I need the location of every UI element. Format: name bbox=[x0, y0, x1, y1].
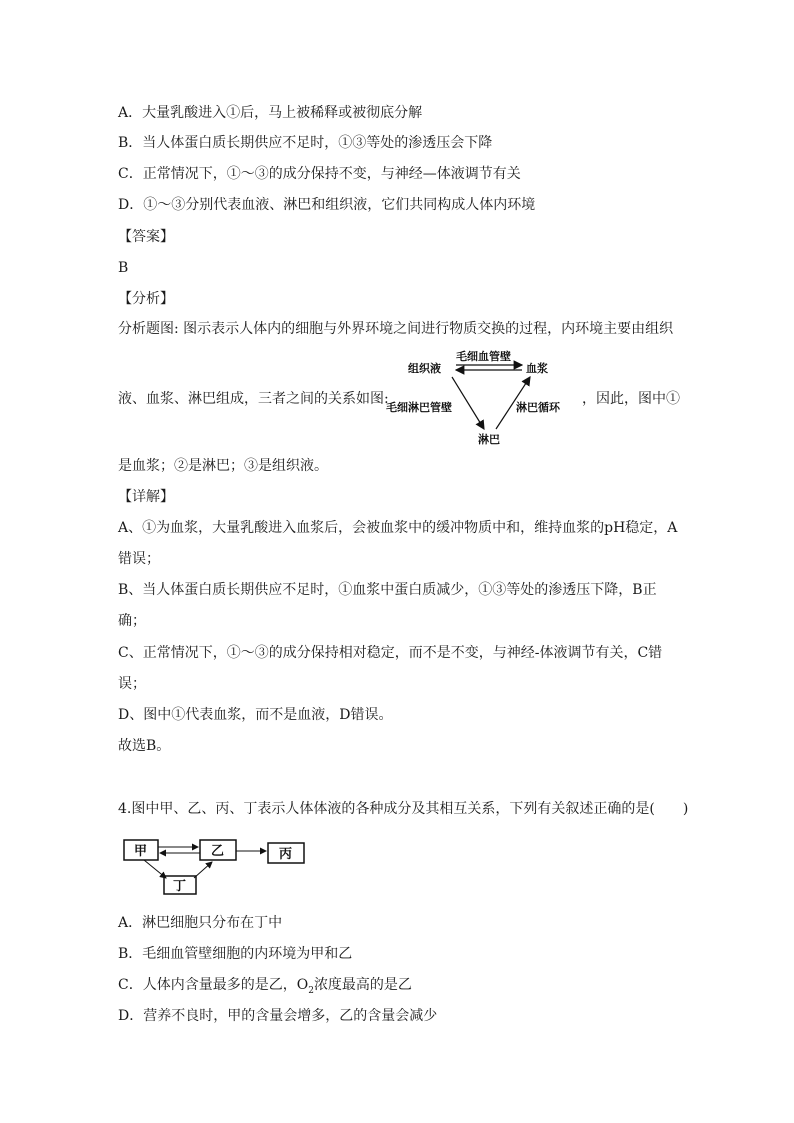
q4-option-a: A．淋巴细胞只分布在丁中 bbox=[118, 915, 283, 931]
body-fluid-triangle-diagram bbox=[384, 345, 580, 447]
detail-line: B、当人体蛋白质长期供应不足时，①血浆中蛋白质减少，①③等处的渗透压下降，B正 bbox=[118, 582, 657, 598]
analysis-line-2-post: ，因此，图中① bbox=[582, 391, 680, 407]
analysis-heading: 【分析】 bbox=[118, 291, 174, 307]
q4-option-b: B．毛细血管壁细胞的内环境为甲和乙 bbox=[118, 946, 353, 962]
q3-option-b: B．当人体蛋白质长期供应不足时，①③等处的渗透压会下降 bbox=[118, 135, 493, 151]
answer-heading: 【答案】 bbox=[118, 229, 174, 245]
body-fluid-box-diagram bbox=[120, 834, 310, 898]
detail-line: A、①为血浆，大量乳酸进入血浆后，会被血浆中的缓冲物质中和，维持血浆的pH稳定，A bbox=[118, 520, 678, 536]
q4-option-c bbox=[118, 975, 412, 1001]
q4-option-c-post: 浓度最高的是乙 bbox=[313, 977, 412, 993]
q3-option-c: C．正常情况下，①～③的成分保持不变，与神经—体液调节有关 bbox=[118, 166, 521, 182]
detail-line: C、正常情况下，①～③的成分保持相对稳定，而不是不变，与神经-体液调节有关，C错 bbox=[118, 645, 663, 661]
label-jia: 甲 bbox=[134, 844, 148, 859]
label-yi: 乙 bbox=[211, 844, 225, 859]
detail-line: 误； bbox=[118, 676, 146, 692]
q4-option-c-pre: C．人体内含量最多的是乙，O bbox=[118, 977, 309, 993]
answer-value: B bbox=[118, 260, 129, 276]
q3-option-a: A．大量乳酸进入①后，马上被稀释或被彻底分解 bbox=[118, 105, 423, 121]
edge-lymph-circulation: 淋巴循环 bbox=[516, 401, 560, 414]
q3-option-d: D．①～③分别代表血液、淋巴和组织液，它们共同构成人体内环境 bbox=[118, 197, 536, 213]
arrow-ding-to-yi bbox=[194, 862, 212, 878]
detail-line: 确； bbox=[118, 613, 146, 629]
label-ding: 丁 bbox=[173, 879, 187, 894]
detail-line: 故选B。 bbox=[118, 738, 171, 754]
arrow-jia-to-ding bbox=[144, 860, 166, 878]
detail-line: D、图中①代表血浆，而不是血液，D错误。 bbox=[118, 707, 393, 723]
q4-option-c-sub: 2 bbox=[308, 985, 314, 996]
node-tissue-fluid: 组织液 bbox=[408, 362, 441, 375]
analysis-line-1: 分析题图: 图示表示人体内的细胞与外界环境之间进行物质交换的过程，内环境主要由组织 bbox=[118, 321, 674, 337]
edge-capillary-wall: 毛细血管壁 bbox=[456, 350, 511, 363]
node-plasma: 血浆 bbox=[526, 362, 548, 375]
q4-option-d: D．营养不良时，甲的含量会增多，乙的含量会减少 bbox=[118, 1008, 438, 1024]
analysis-line-2-pre: 液、血浆、淋巴组成，三者之间的关系如图: bbox=[118, 391, 389, 407]
detail-line: 错误； bbox=[118, 551, 160, 567]
edge-lymph-capillary-wall: 毛细淋巴管壁 bbox=[386, 401, 452, 414]
arrow-tissue-to-lymph bbox=[452, 377, 484, 429]
detail-heading: 【详解】 bbox=[118, 489, 174, 505]
q4-stem: 4.图中甲、乙、丙、丁表示人体体液的各种成分及其相互关系，下列有关叙述正确的是( ) bbox=[118, 801, 689, 817]
analysis-line-3: 是血浆；②是淋巴；③是组织液。 bbox=[118, 458, 328, 474]
label-bing: 丙 bbox=[279, 847, 293, 862]
node-lymph: 淋巴 bbox=[478, 433, 500, 446]
